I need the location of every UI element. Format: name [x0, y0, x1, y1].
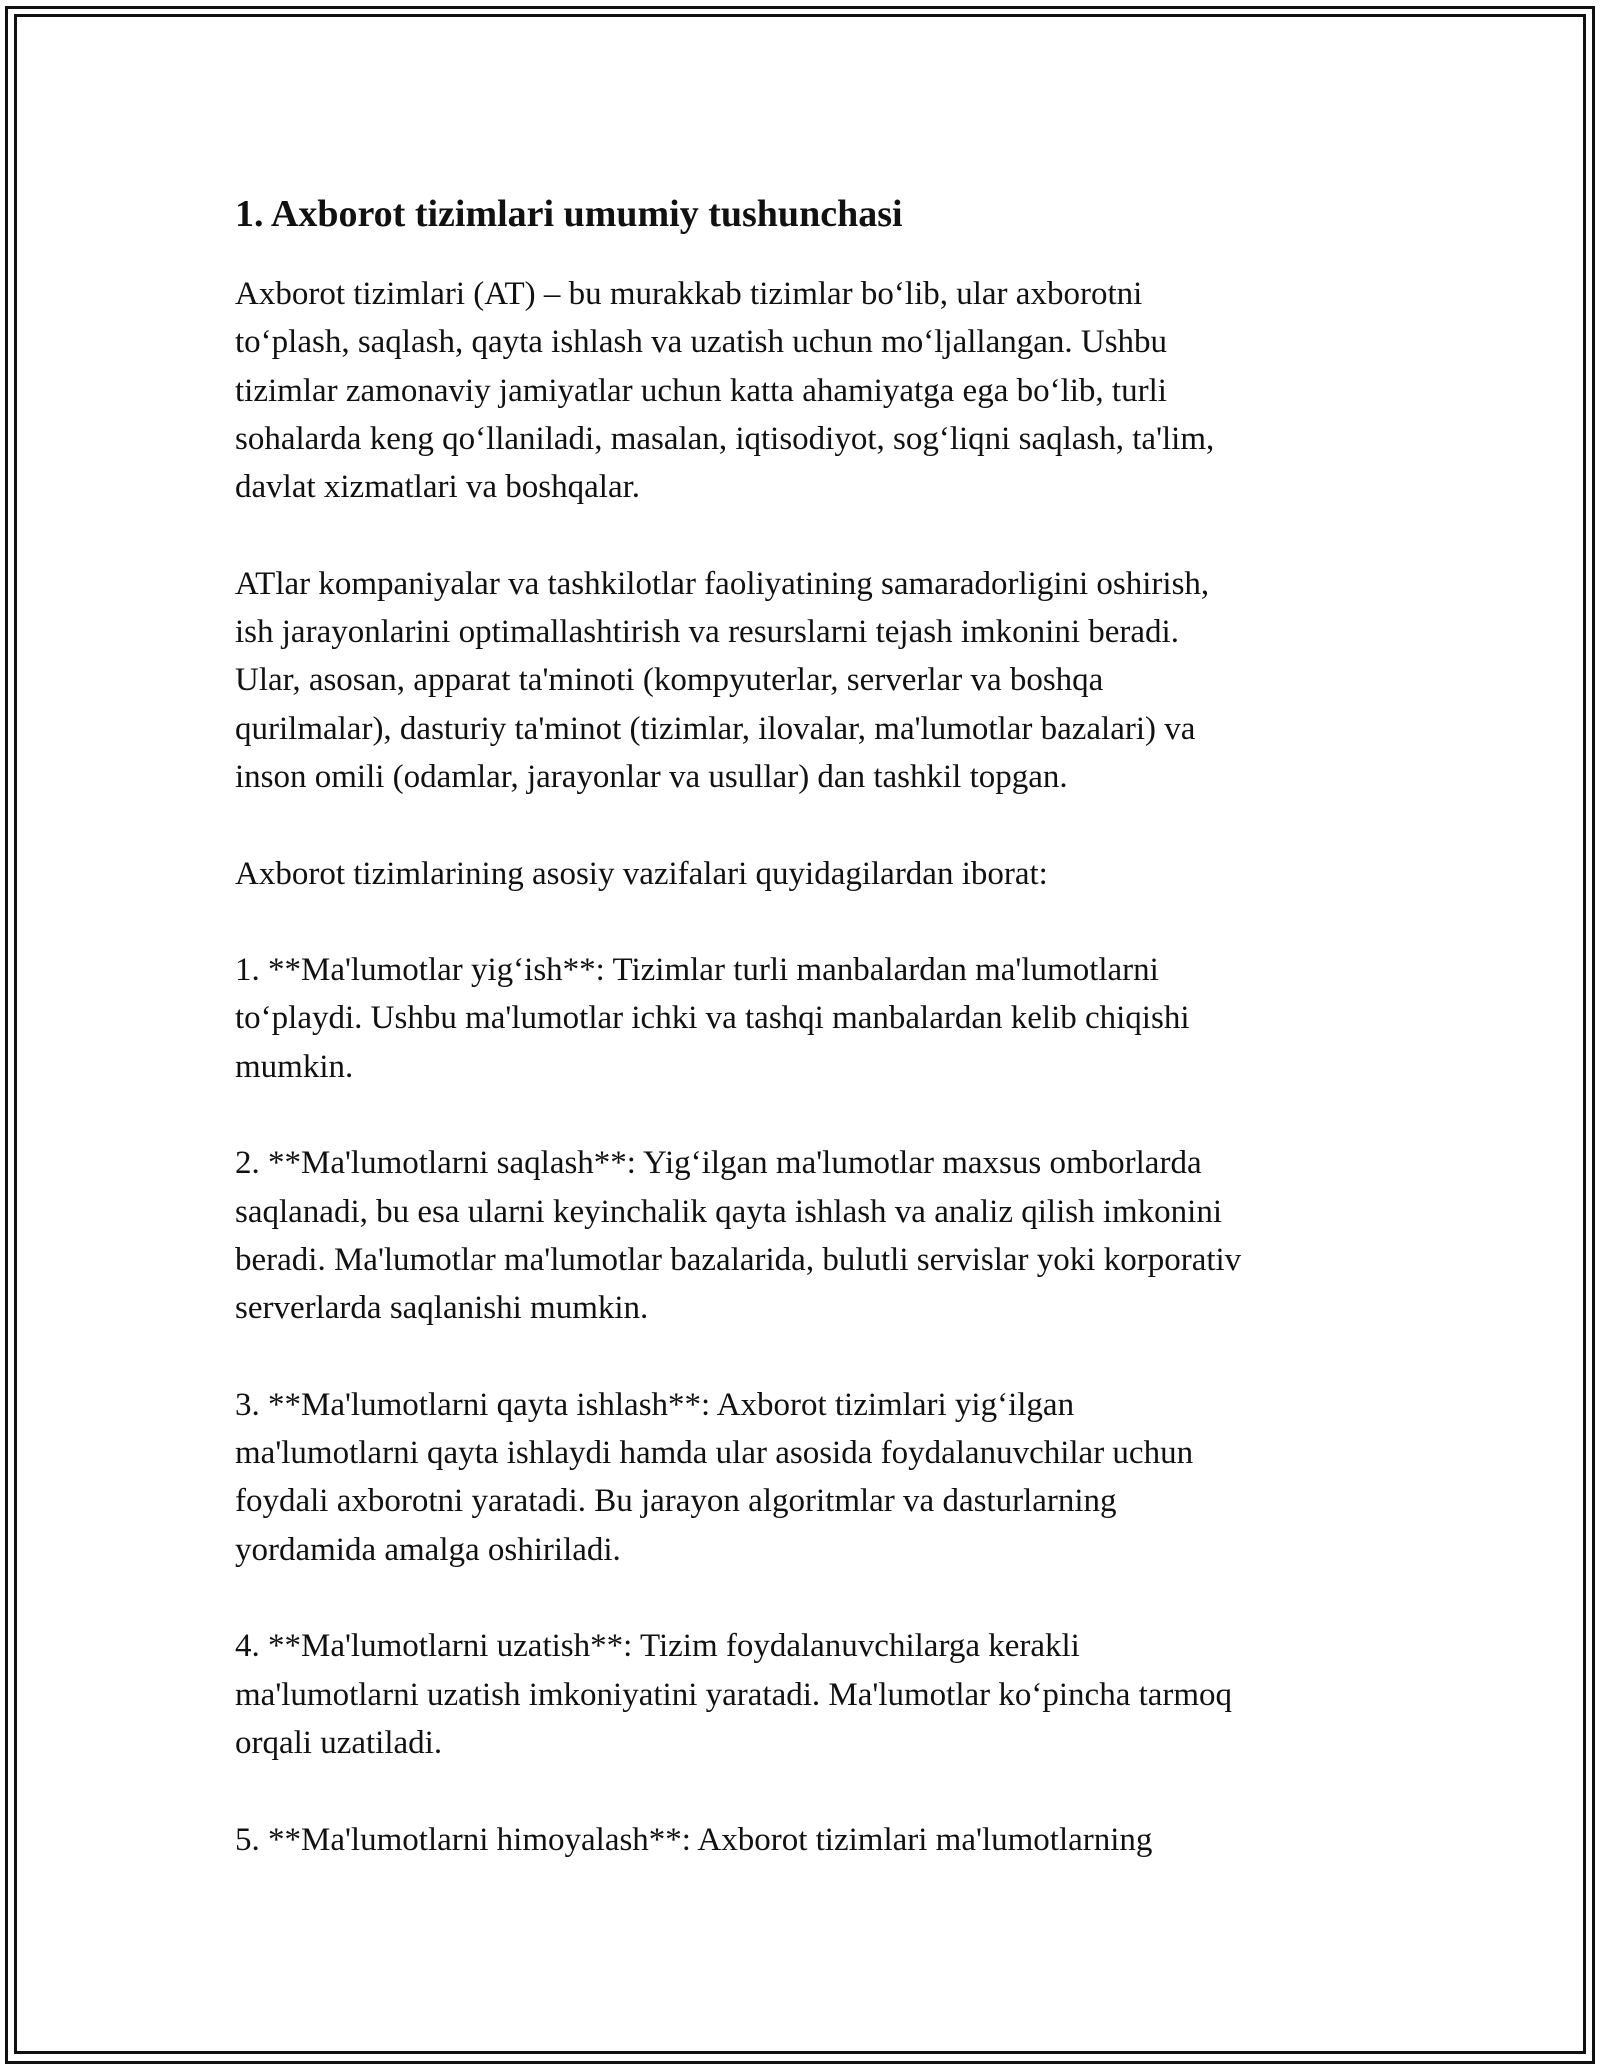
text-line: tizimlar zamonaviy jamiyatlar uchun katta ahamiyatga ega bo‘lib, turli: [235, 372, 1167, 409]
text-line: davlat xizmatlari va boshqalar.: [235, 469, 641, 506]
text-line: mumkin.: [235, 1048, 354, 1085]
list-item-5: [235, 1816, 1375, 1864]
list-item-2: [235, 1139, 1375, 1332]
list-item-4: [235, 1622, 1375, 1767]
text-line: foydali axborotni yaratadi. Bu jarayon algoritmlar va dasturlarning: [235, 1483, 1117, 1520]
text-line: yordamida amalga oshiriladi.: [235, 1531, 621, 1568]
text-line: sohalarda keng qo‘llaniladi, masalan, iqtisodiyot, sog‘liqni saqlash, ta'lim,: [235, 420, 1215, 457]
text-line: Axborot tizimlari (AT) – bu murakkab tizimlar bo‘lib, ular axborotni: [235, 276, 1143, 312]
text-line: ma'lumotlarni uzatish imkoniyatini yaratadi. Ma'lumotlar ko‘pincha tarmoq: [235, 1676, 1233, 1713]
list-item-3: [235, 1381, 1375, 1574]
document-title: 1. Axborot tizimlari umumiy tushunchasi: [235, 193, 903, 235]
text-line: 1. **Ma'lumotlar yig‘ish**: Tizimlar turli manbalardan ma'lumotlarni: [235, 952, 1159, 989]
text-line: ma'lumotlarni qayta ishlaydi hamda ular asosida foydalanuvchilar uchun: [235, 1435, 1194, 1472]
text-line: to‘playdi. Ushbu ma'lumotlar ichki va tashqi manbalardan kelib chiqishi: [235, 1000, 1190, 1037]
text-line: serverlarda saqlanishi mumkin.: [235, 1290, 649, 1327]
text-line: Ular, asosan, apparat ta'minoti (kompyuterlar, serverlar va boshqa: [235, 662, 1104, 699]
paragraph-functions-intro: [235, 850, 1375, 898]
text-line: ish jarayonlarini optimallashtirish va resurslarni tejash imkonini beradi.: [235, 614, 1179, 651]
text-line: inson omili (odamlar, jarayonlar va usullar) dan tashkil topgan.: [235, 758, 1068, 795]
text-line: qurilmalar), dasturiy ta'minot (tizimlar, ilovalar, ma'lumotlar bazalari) va: [235, 710, 1196, 747]
text-line: beradi. Ma'lumotlar ma'lumotlar bazalarida, bulutli servislar yoki korporativ: [235, 1241, 1242, 1278]
text-line: 5. **Ma'lumotlarni himoyalash**: Axborot tizimlari ma'lumotlarning: [235, 1821, 1153, 1858]
text-line: saqlanadi, bu esa ularni keyinchalik qayta ishlash va analiz qilish imkonini: [235, 1193, 1223, 1230]
text-line: Axborot tizimlarining asosiy vazifalari quyidagilardan iborat:: [235, 855, 1048, 892]
list-item-1: [235, 946, 1375, 1091]
paragraph-intro: [235, 270, 1375, 511]
text-line: orqali uzatiladi.: [235, 1724, 443, 1761]
document-body: [235, 186, 1375, 1912]
text-line: 3. **Ma'lumotlarni qayta ishlash**: Axborot tizimlari yig‘ilgan: [235, 1386, 1075, 1423]
text-line: 4. **Ma'lumotlarni uzatish**: Tizim foydalanuvchilarga kerakli: [235, 1628, 1080, 1665]
text-line: ATlar kompaniyalar va tashkilotlar faoliyatining samaradorligini oshirish,: [235, 565, 1210, 602]
paragraph-components: [235, 560, 1375, 801]
text-line: to‘plash, saqlash, qayta ishlash va uzatish uchun mo‘ljallangan. Ushbu: [235, 324, 1168, 361]
text-line: 2. **Ma'lumotlarni saqlash**: Yig‘ilgan ma'lumotlar maxsus omborlarda: [235, 1145, 1202, 1182]
